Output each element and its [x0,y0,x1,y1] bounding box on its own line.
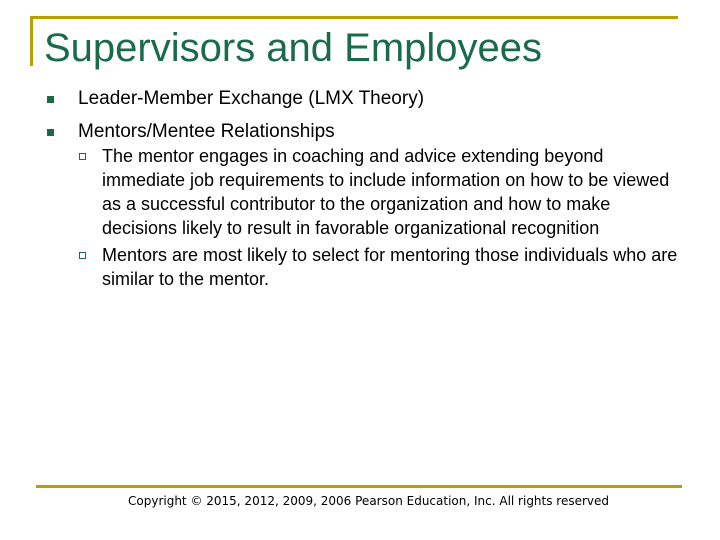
title-frame-top-rule [30,16,678,19]
sub-bullet-item-similarity [0,243,720,291]
slide-title: Supervisors and Employees [44,26,543,70]
bullet-text: Mentors/Mentee Relationships [78,121,335,142]
sub-bullet-text: Mentors are most likely to select for mentoring those individuals who are similar to the mentor. [102,245,678,289]
title-frame-left-rule [30,16,33,66]
hollow-square-bullet-icon [79,153,86,160]
sub-bullet-item-coaching [0,144,720,240]
bullet-list [0,82,720,291]
bullet-item-lmx [0,87,720,111]
hollow-square-bullet-icon [79,252,86,259]
filled-square-bullet-icon [47,96,54,103]
bullet-text: Leader-Member Exchange (LMX Theory) [78,88,425,109]
filled-square-bullet-icon [47,129,54,136]
copyright-notice: Copyright © 2015, 2012, 2009, 2006 Pearson Education, Inc. All rights reserved [128,494,610,508]
bullet-item-mentors [0,120,720,144]
sub-bullet-text: The mentor engages in coaching and advice extending beyond immediate job requirements to include information on how to be viewed as a successful contributor to the organization and how to make decisions likely to result in favorable organizational recognition [102,146,670,238]
footer-rule [36,485,682,488]
